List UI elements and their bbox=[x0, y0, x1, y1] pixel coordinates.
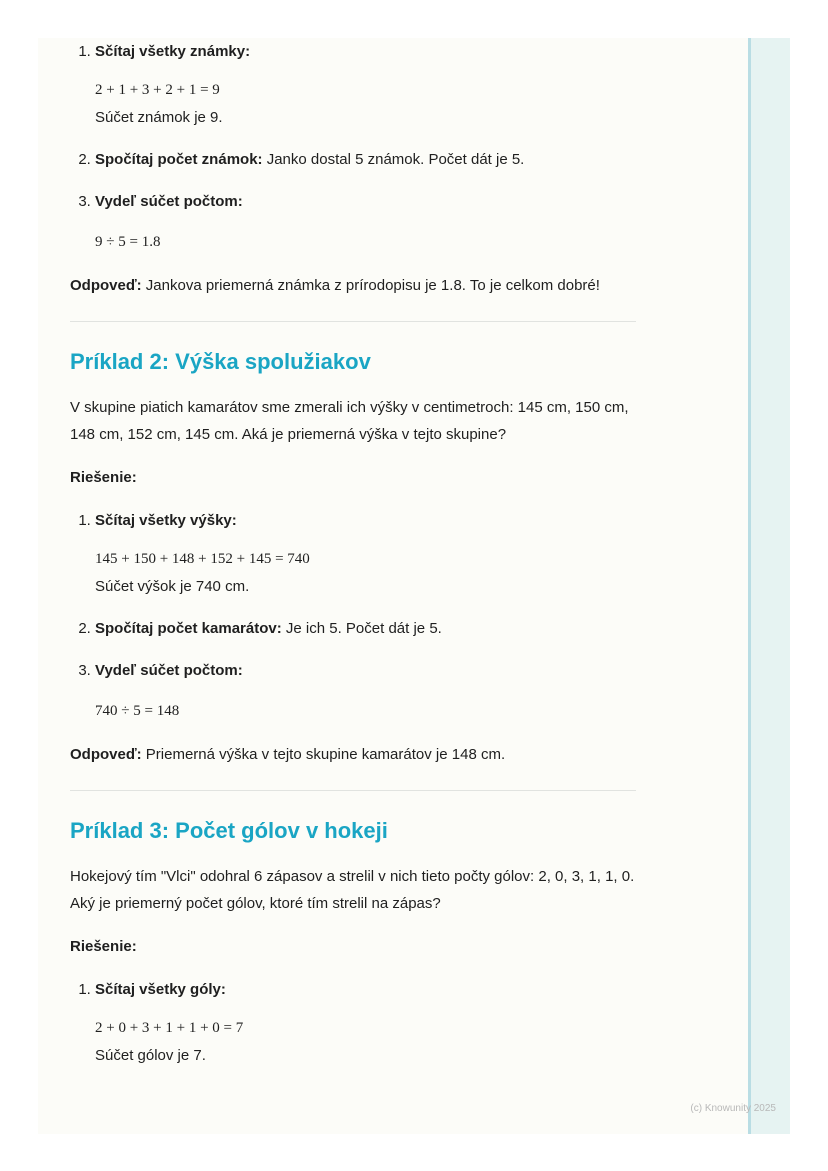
step-item bbox=[95, 188, 636, 256]
step-title: Vydeľ súčet počtom: bbox=[95, 193, 243, 210]
step-title: Spočítaj počet známok: bbox=[95, 151, 263, 168]
step-title: Sčítaj všetky výšky: bbox=[95, 512, 237, 529]
steps-list-3 bbox=[70, 976, 636, 1069]
section-divider bbox=[70, 321, 636, 322]
step-detail bbox=[95, 698, 636, 725]
math-expression: 9 ÷ 5 = 1.8 bbox=[95, 234, 161, 250]
answer-paragraph bbox=[70, 272, 636, 299]
section-heading: Príklad 2: Výška spolužiakov bbox=[70, 349, 371, 374]
step-detail bbox=[95, 546, 636, 600]
step-detail bbox=[95, 229, 636, 256]
answer-text: Priemerná výška v tejto skupine kamarátov je 148 cm. bbox=[141, 746, 506, 763]
problem-text: V skupine piatich kamarátov sme zmerali ich výšky v centimetroch: 145 cm, 150 cm, 148 cm, 152 cm, 145 cm. Aká je priemerná výška v tejto skupine? bbox=[70, 399, 629, 443]
math-expression: 740 ÷ 5 = 148 bbox=[95, 703, 180, 719]
answer-text: Jankova priemerná známka z prírodopisu je 1.8. To je celkom dobré! bbox=[141, 277, 600, 294]
step-detail bbox=[95, 1015, 636, 1069]
step-text: Janko dostal 5 známok. Počet dát je 5. bbox=[262, 151, 525, 168]
step-result: Súčet výšok je 740 cm. bbox=[95, 578, 250, 595]
copyright-footer: (c) Knowunity 2025 bbox=[690, 1103, 776, 1114]
step-item bbox=[95, 615, 636, 642]
math-expression: 2 + 1 + 3 + 2 + 1 = 9 bbox=[95, 82, 220, 98]
step-item bbox=[95, 507, 636, 600]
step-item bbox=[95, 146, 636, 173]
math-expression: 145 + 150 + 148 + 152 + 145 = 740 bbox=[95, 551, 310, 567]
steps-list-2 bbox=[70, 507, 636, 725]
step-result: Súčet gólov je 7. bbox=[95, 1047, 206, 1064]
section-divider bbox=[70, 790, 636, 791]
step-item bbox=[95, 976, 636, 1069]
step-title: Sčítaj všetky známky: bbox=[95, 43, 251, 60]
step-title: Vydeľ súčet počtom: bbox=[95, 662, 243, 679]
step-title: Sčítaj všetky góly: bbox=[95, 981, 226, 998]
step-detail bbox=[95, 77, 636, 131]
document-content bbox=[70, 38, 636, 1069]
step-result: Súčet známok je 9. bbox=[95, 109, 223, 126]
step-title: Spočítaj počet kamarátov: bbox=[95, 620, 282, 637]
problem-text: Hokejový tím "Vlci" odohral 6 zápasov a strelil v nich tieto počty gólov: 2, 0, 3, 1, 1, 0. Aký je priemerný počet gólov, ktoré tím strelil na zápas? bbox=[70, 868, 635, 912]
solution-label: Riešenie: bbox=[70, 469, 137, 486]
solution-label: Riešenie: bbox=[70, 938, 137, 955]
steps-list-1 bbox=[70, 38, 636, 256]
section-heading: Príklad 3: Počet gólov v hokeji bbox=[70, 818, 388, 843]
step-item bbox=[95, 38, 636, 131]
step-text: Je ich 5. Počet dát je 5. bbox=[281, 620, 442, 637]
side-margin-bar bbox=[748, 38, 790, 1134]
answer-label: Odpoveď: bbox=[70, 746, 142, 763]
math-expression: 2 + 0 + 3 + 1 + 1 + 0 = 7 bbox=[95, 1020, 244, 1036]
answer-paragraph bbox=[70, 741, 636, 768]
answer-label: Odpoveď: bbox=[70, 277, 142, 294]
step-item bbox=[95, 657, 636, 725]
